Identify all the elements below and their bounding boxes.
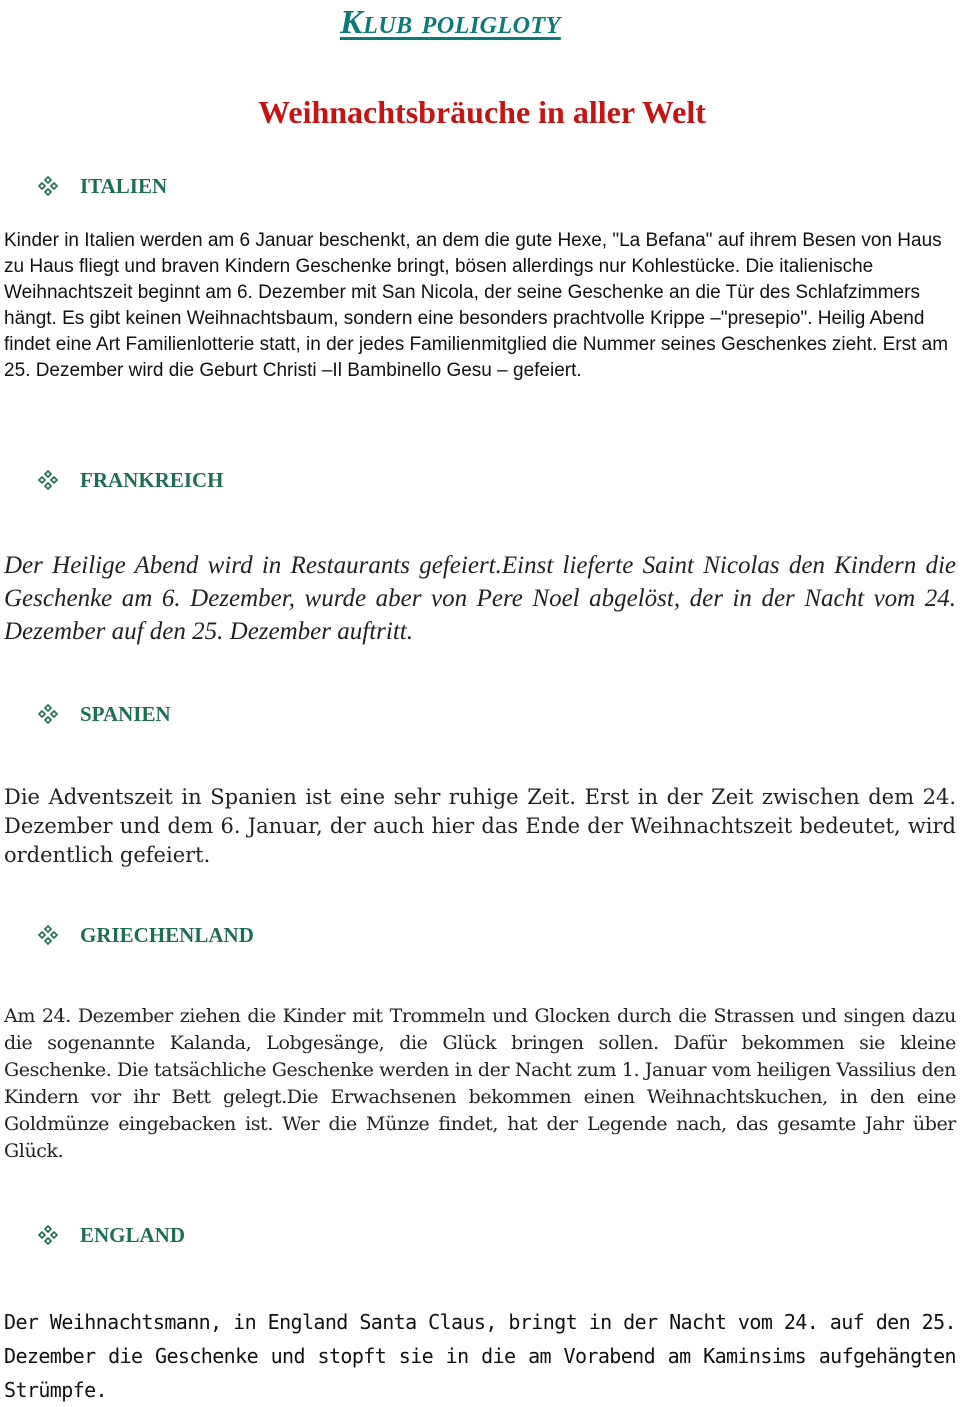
section-text-frankreich: Der Heilige Abend wird in Restaurants gefeiert.Einst lieferte Saint Nicolas den Kindern die Geschenke am 6. Dezember, wurde aber von Pere Noel abgelöst, der in der Nacht vom 24. Dezember auf den 25. Dezember auftritt. [4, 552, 956, 645]
section-text-spanien: Die Adventszeit in Spanien ist eine sehr ruhige Zeit. Erst in der Zeit zwischen dem 24. Dezember und dem 6. Januar, der auch hier das Ende der Weihnachtszeit bedeutet, wird ordentlich gefeiert. [4, 785, 956, 867]
section-heading-griechenland [38, 922, 254, 948]
section-heading-spanien [38, 701, 171, 727]
diamond-bullet-icon [38, 176, 58, 196]
diamond-bullet-icon [38, 925, 58, 945]
document-title: Weihnachtsbräuche in aller Welt [258, 94, 706, 130]
section-text-italien: Kinder in Italien werden am 6 Januar beschenkt, an dem die gute Hexe, "La Befana" auf ihrem Besen von Haus zu Haus fliegt und braven Kindern Geschenke bringt, bösen allerdings nur Kohlestücke. Die italienische Weihnachtszeit beginnt am 6. Dezember mit San Nicola, der seine Geschenke an die Tür des Schlafzimmers hängt. Es gibt keinen Weihnachtsbaum, sondern eine besonders prachtvolle Krippe –"presepio". Heilig Abend findet eine Art Familienlotterie statt, in der jedes Familienmitglied die Nummer seines Geschenkes zieht. Erst am 25. Dezember wird die Geburt Christi –Il Bambinello Gesu – gefeiert. [4, 230, 949, 381]
diamond-bullet-icon [38, 470, 58, 490]
section-text-england: Der Weihnachtsmann, in England Santa Claus, bringt in der Nacht vom 24. auf den 25. Dezember die Geschenke und stopft sie in die am Vorabend am Kaminsims aufgehängten Strümpfe. [4, 1310, 956, 1402]
section-heading-label: FRANKREICH [80, 468, 224, 492]
section-heading-label: ENGLAND [80, 1223, 186, 1247]
section-heading-label: SPANIEN [80, 702, 171, 726]
section-heading-label: ITALIEN [80, 174, 168, 198]
diamond-bullet-icon [38, 704, 58, 724]
section-heading-italien [38, 173, 167, 199]
diamond-bullet-icon [38, 1225, 58, 1245]
section-heading-label: GRIECHENLAND [80, 923, 254, 947]
section-text-griechenland: Am 24. Dezember ziehen die Kinder mit Trommeln und Glocken durch die Strassen und singen dazu die sogenannte Kalanda, Lobgesänge, die Glück bringen sollen. Dafür bekommen sie kleine Geschenke. Die tatsächliche Geschenke werden in der Nacht zum 1. Januar vom heiligen Vassilius den Kindern vor ihr Bett gelegt.Die Erwachsenen bekommen einen Weihnachtskuchen, in den eine Goldmünze eingebacken ist. Wer die Münze findet, hat der Legende nach, das gesamte Jahr über Glück. [4, 1005, 956, 1162]
club-title: Klub poligloty [340, 4, 561, 41]
section-heading-frankreich [38, 467, 224, 493]
section-heading-england [38, 1222, 185, 1248]
